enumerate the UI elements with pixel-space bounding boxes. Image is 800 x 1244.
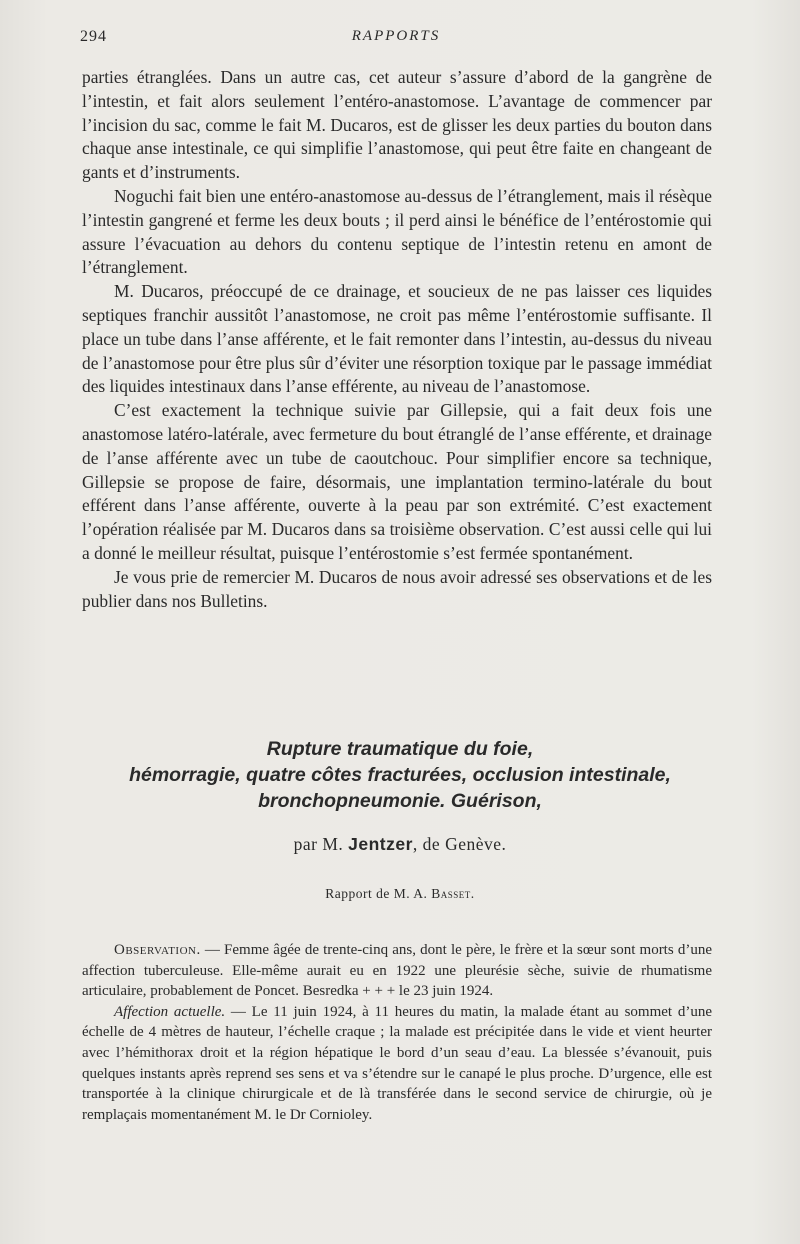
byline-prefix: par M. bbox=[293, 834, 344, 854]
article-title bbox=[70, 736, 730, 814]
byline-suffix: , de Genève. bbox=[412, 834, 507, 854]
observation-paragraph bbox=[82, 940, 712, 1002]
affection-paragraph bbox=[82, 1002, 712, 1126]
observation-text: — Femme âgée de trente-cinq ans, dont le père, le frère et la sœur sont morts d’une affection tuberculeuse. Elle-même aurait eu en 1922 une pleurésie sèche, suivie de rhumatisme articulaire, probablement de Poncet. Besredka + + + le 23 juin 1924. bbox=[82, 942, 712, 1000]
paragraph-4: C’est exactement la technique suivie par Gillepsie, qui a fait deux fois une anastomose latéro-latérale, avec fermeture du bout étranglé de l’anse efférente, et drainage de l’anse afférente avec un tube de caoutchouc. Pour simplifier encore sa technique, Gillepsie se propose de faire, désormais, une implantation termino-latérale du bout efférent dans l’anse afférente, ouverte à la peau par son extrémité. C’est exactement l’opération réalisée par M. Ducaros dans sa troisième observation. C’est aussi celle qui lui a donné le meilleur résultat, puisque l’entérostomie s’est fermée spontanément. bbox=[82, 400, 712, 563]
observation-section bbox=[82, 940, 712, 1125]
page-header bbox=[80, 28, 712, 48]
paragraph-5: Je vous prie de remercier M. Ducaros de nous avoir adressé ses observations et de les publier dans nos Bulletins. bbox=[82, 566, 712, 611]
title-line-2: hémorragie, quatre côtes fracturées, occlusion intestinale, bbox=[129, 764, 671, 786]
report-name: Basset. bbox=[431, 886, 475, 901]
affection-text: — Le 11 juin 1924, à 11 heures du matin, la malade étant au sommet d’une échelle de 4 mètres de hauteur, l’échelle craque ; la malade est précipitée dans le vide et vient heurter avec l’hémithorax droit et la région hépatique le bord d’un seau d’eau. La blessée s’évanouit, puis quelques instants après reprend ses sens et va s’étendre sur le canapé le plus proche. D’urgence, elle est transportée à la clinique chirurgicale et de là transférée dans le second service de chirurgie, où je remplaçais momentanément M. le Dr Cornioley. bbox=[82, 1003, 712, 1123]
byline-author: Jentzer bbox=[348, 834, 413, 854]
paragraph-1: parties étranglées. Dans un autre cas, cet auteur s’assure d’abord de la gangrène de l’intestin, et fait alors seulement l’entéro-anastomose. L’avantage de commencer par l’incision du sac, comme le fait M. Ducaros, est de glisser les deux parties du bouton dans chaque anse intestinale, ce qui simplifie l’anastomose, qui peut être faite en changeant de gants et d’instruments. bbox=[82, 67, 712, 183]
paragraph-3: M. Ducaros, préoccupé de ce drainage, et soucieux de ne pas laisser ces liquides septiques franchir aussitôt l’anastomose, ne croit pas même l’entérostomie suffisante. Il place un tube dans l’anse afférente, et le fait remonter dans l’intestin, au-dessus du niveau de l’anastomose pour être plus sûr d’éviter une résorption toxique par le passage immédiat des liquides intestinaux dans l’anse efférente, au niveau de l’anastomose. bbox=[82, 281, 712, 397]
report-attribution bbox=[70, 886, 730, 902]
report-body bbox=[82, 66, 712, 613]
page-number: 294 bbox=[80, 28, 107, 45]
running-head: RAPPORTS bbox=[351, 28, 441, 44]
title-line-3: bronchopneumonie. Guérison, bbox=[258, 790, 542, 812]
affection-lead: Affection actuelle. bbox=[114, 1003, 226, 1020]
observation-lead: Observation. bbox=[114, 942, 201, 958]
title-line-1: Rupture traumatique du foie, bbox=[266, 738, 534, 760]
byline bbox=[70, 834, 730, 855]
report-prefix: Rapport de M. A. bbox=[325, 886, 428, 901]
paragraph-2: Noguchi fait bien une entéro-anastomose au-dessus de l’étranglement, mais il résèque l’intestin gangrené et ferme les deux bouts ; il perd ainsi le bénéfice de l’entérostomie qui assure l’évacuation au dehors du contenu septique de l’intestin retenu en amont de l’étranglement. bbox=[82, 185, 712, 278]
